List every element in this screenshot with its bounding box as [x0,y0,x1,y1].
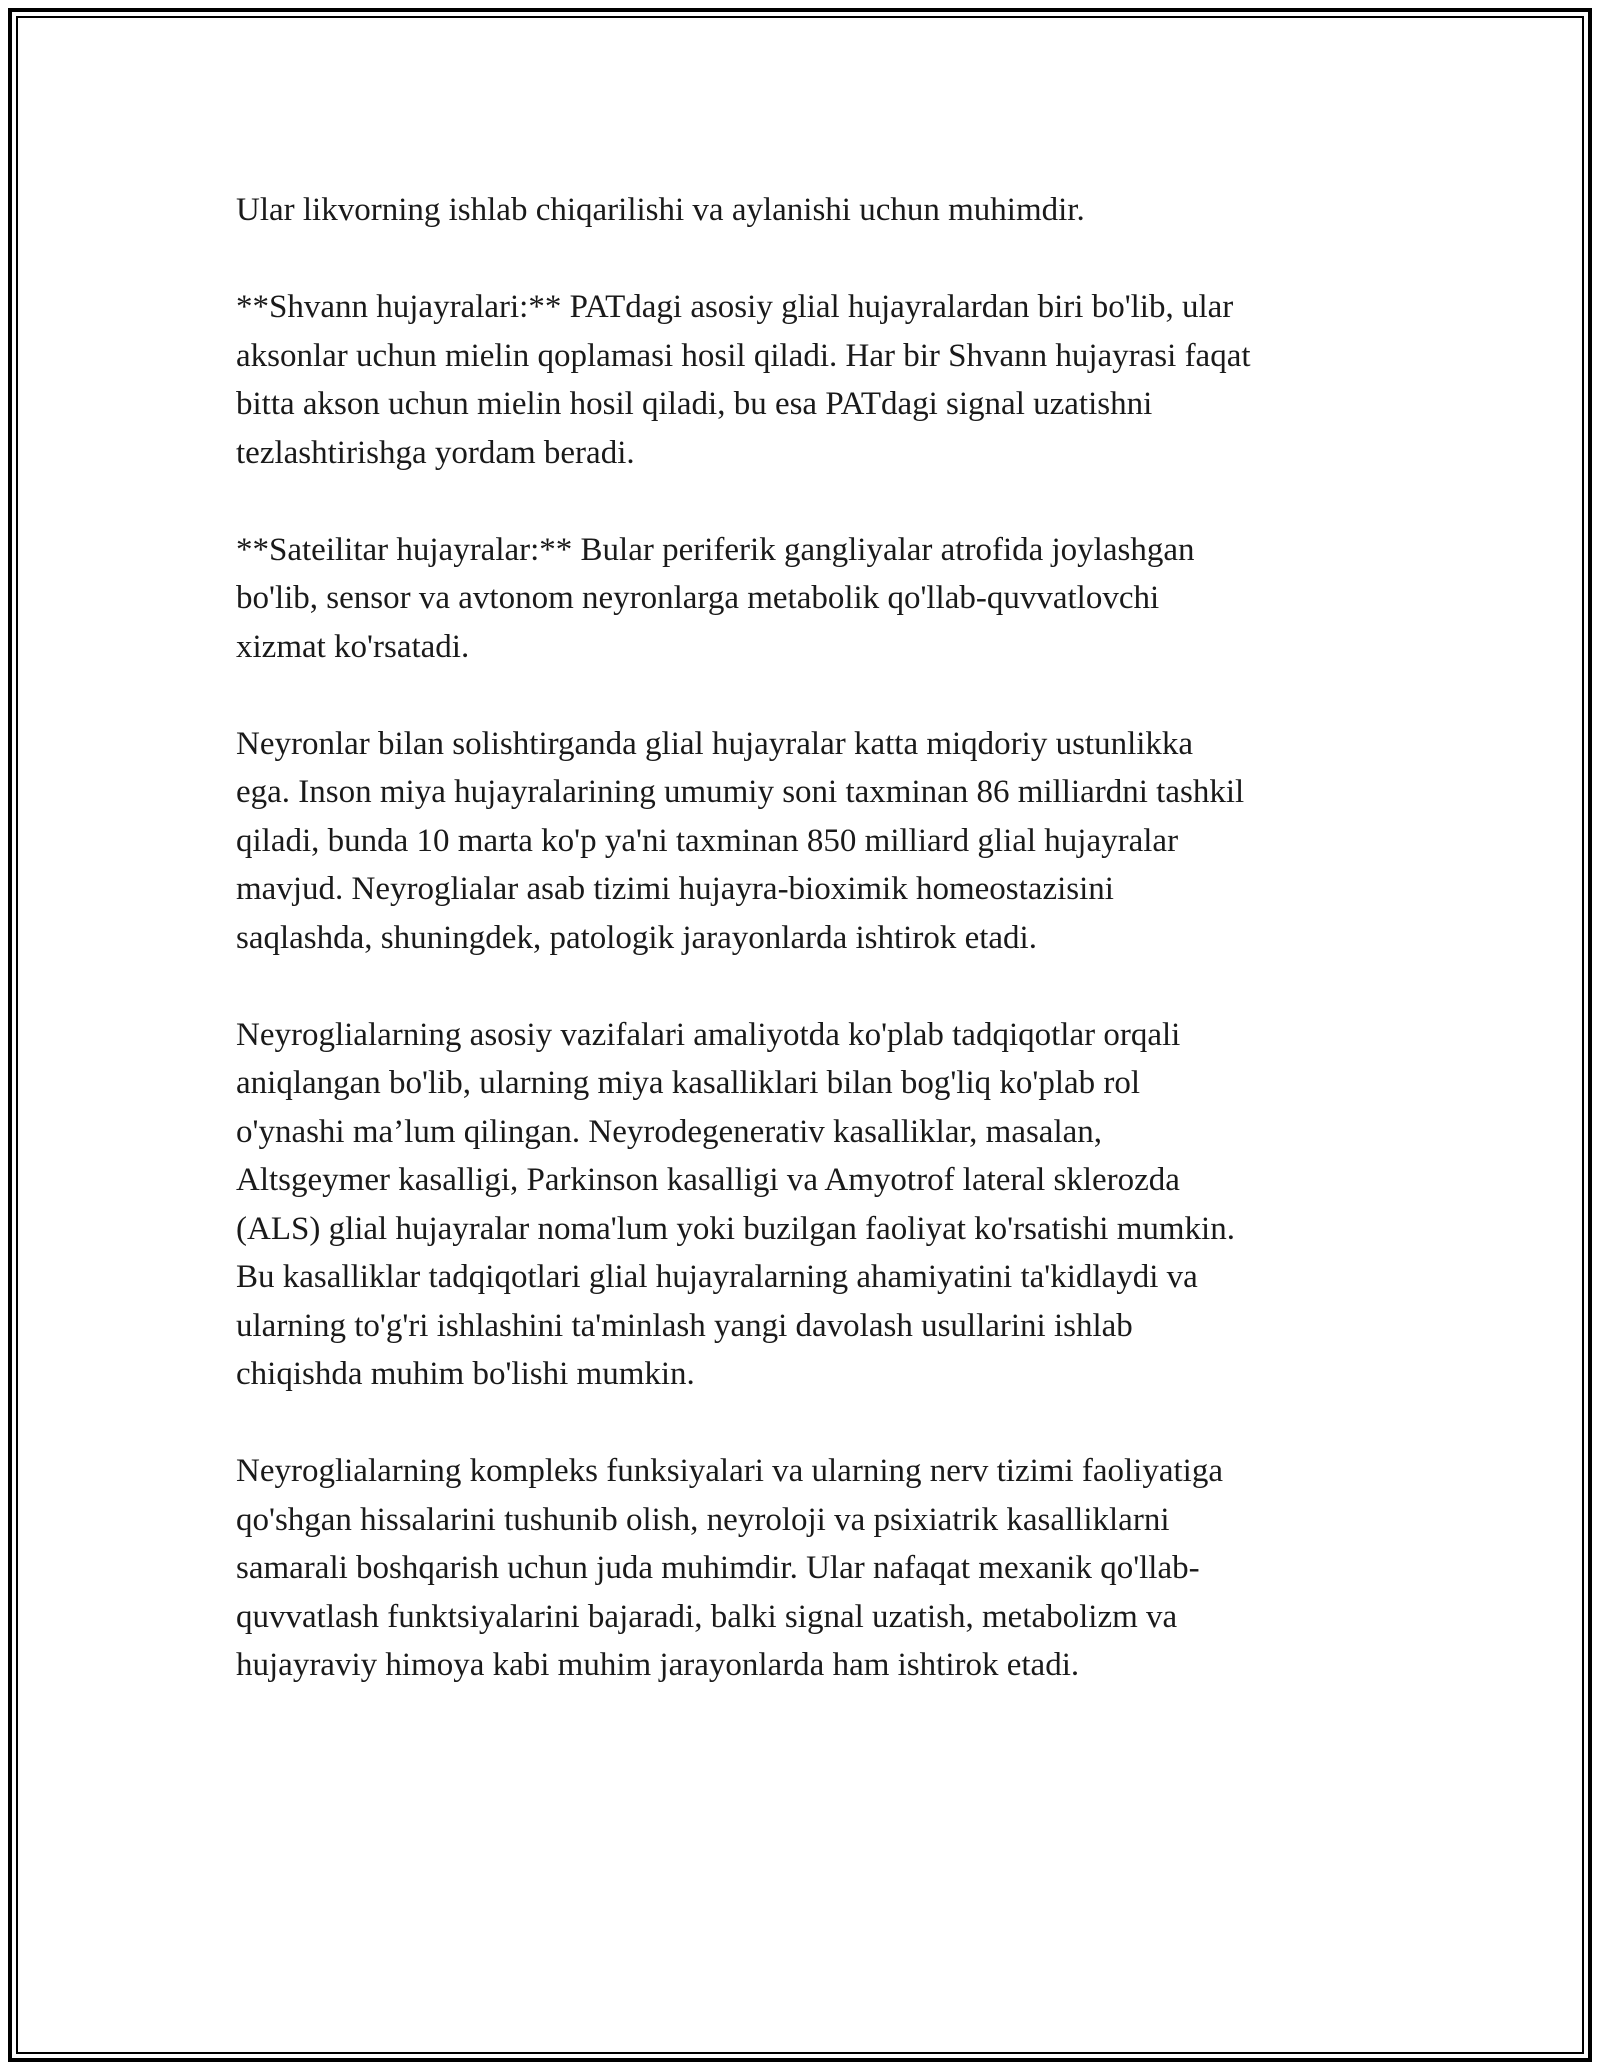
text-line: Altsgeymer kasalligi, Parkinson kasalligi va Amyotrof lateral sklerozda [236,1162,1180,1198]
text-line: Neyroglialarning asosiy vazifalari amaliyotda ko'plab tadqiqotlar orqali [236,1016,1181,1053]
text-line: tezlashtirishga yordam beradi. [236,434,635,471]
text-line: xizmat ko'rsatadi. [236,628,470,665]
text-line: qo'shgan hissalarini tushunib olish, neyroloji va psixiatrik kasalliklarni [236,1501,1170,1538]
text-line: hujayraviy himoya kabi muhim jarayonlarda ham ishtirok etadi. [236,1647,1080,1683]
text-line: o'ynashi ma’lum qilingan. Neyrodegenerativ kasalliklar, masalan, [236,1113,1103,1150]
text-line: bitta akson uchun mielin hosil qiladi, bu esa PATdagi signal uzatishni [236,386,1153,422]
document-body [236,186,1366,1738]
text-line: Neyroglialarning kompleks funksiyalari va ularning nerv tizimi faoliyatiga [236,1453,1223,1489]
text-line: ularning to'g'ri ishlashini ta'minlash yangi davolash usullarini ishlab [236,1307,1133,1344]
text-line: mavjud. Neyroglialar asab tizimi hujayra-bioximik homeostazisini [236,871,1114,907]
paragraph-conclusion [236,1447,1366,1690]
paragraph-satellite-cells [236,526,1366,672]
text-line: bo'lib, sensor va avtonom neyronlarga metabolik qo'llab-quvvatlovchi [236,580,1160,616]
text-line: Bu kasalliklar tadqiqotlari glial hujayralarning ahamiyatini ta'kidlaydi va [236,1259,1198,1295]
text-line: Neyronlar bilan solishtirganda glial hujayralar katta miqdoriy ustunlikka [236,725,1194,762]
text-line: saqlashda, shuningdek, patologik jarayonlarda ishtirok etadi. [236,919,1037,956]
text-line: **Shvann hujayralari:** PATdagi asosiy glial hujayralardan biri bo'lib, ular [236,289,1234,325]
text-line: chiqishda muhim bo'lishi mumkin. [236,1356,695,1392]
text-line: quvvatlash funktsiyalarini bajaradi, balki signal uzatish, metabolizm va [236,1598,1178,1635]
text-line: Ular likvorning ishlab chiqarilishi va aylanishi uchun muhimdir. [236,192,1085,228]
text-line: aksonlar uchun mielin qoplamasi hosil qiladi. Har bir Shvann hujayrasi faqat [236,337,1251,374]
paragraph-schwann-cells [236,283,1366,477]
paragraph-intro [236,186,1366,235]
paragraph-glia-diseases [236,1011,1366,1399]
text-line: samarali boshqarish uchun juda muhimdir. Ular nafaqat mexanik qo'llab- [236,1550,1200,1586]
text-line: aniqlangan bo'lib, ularning miya kasalliklari bilan bog'liq ko'plab rol [236,1065,1141,1101]
text-line: (ALS) glial hujayralar noma'lum yoki buzilgan faoliyat ko'rsatishi mumkin. [236,1210,1235,1247]
text-line: **Sateilitar hujayralar:** Bular periferik gangliyalar atrofida joylashgan [236,531,1195,568]
paragraph-glia-count [236,720,1366,963]
text-line: ega. Inson miya hujayralarining umumiy soni taxminan 86 milliardni tashkil [236,774,1245,810]
text-line: qiladi, bunda 10 marta ko'p ya'ni taxminan 850 milliard glial hujayralar [236,822,1179,859]
